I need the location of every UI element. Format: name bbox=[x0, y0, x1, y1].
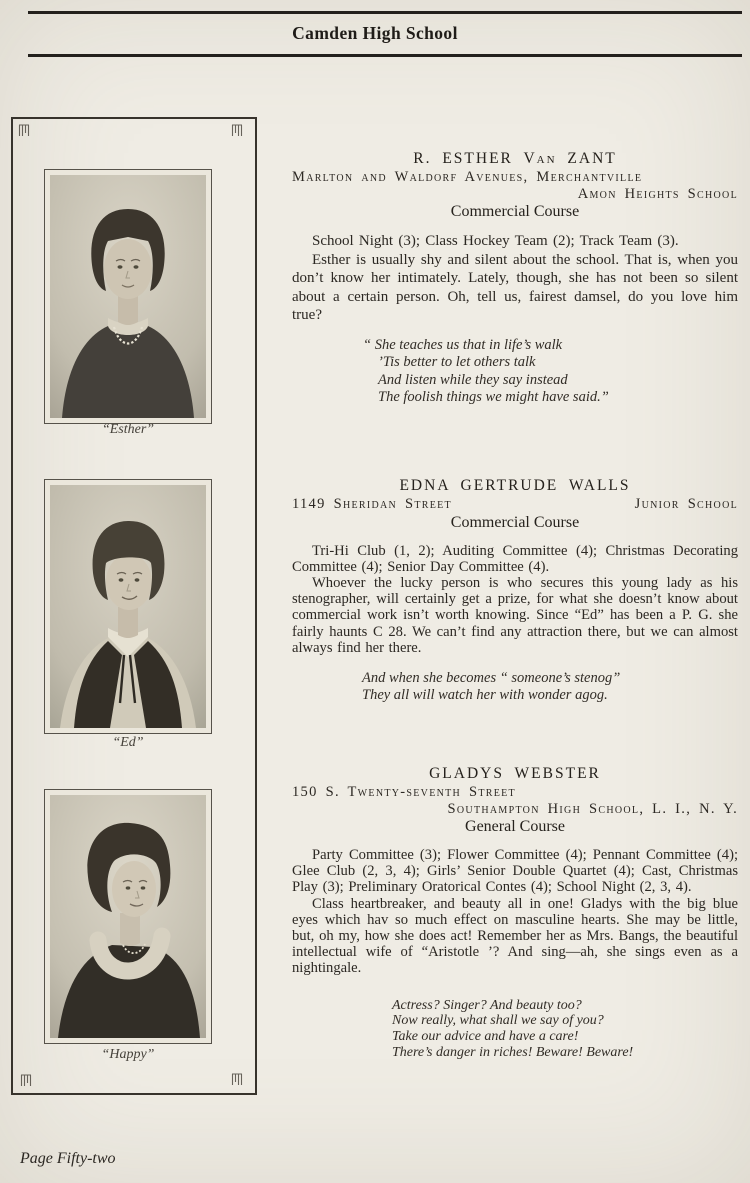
page-number: Page Fifty-two bbox=[20, 1150, 116, 1167]
corner-ornament-icon bbox=[231, 123, 243, 137]
corner-ornament-icon bbox=[231, 1072, 243, 1086]
verse bbox=[362, 670, 738, 704]
student-school: Junior School bbox=[634, 496, 738, 512]
student-address: Marlton and Waldorf Avenues, Merchantville bbox=[292, 169, 643, 185]
description-text: Esther is usually shy and silent about the school. That is, when you don’t know her intimately. Lately, though, she has not been so silent about a certain person. Oh, tell us, fairest damsel, do you love him true? bbox=[292, 251, 738, 324]
course-label: Commercial Course bbox=[450, 513, 580, 531]
verse-line: ’Tis better to let others talk bbox=[378, 354, 536, 371]
verse-line: And listen while they say instead bbox=[378, 371, 568, 388]
verse bbox=[392, 998, 738, 1061]
student-entry-van-zant bbox=[292, 150, 738, 407]
verse-line: Actress? Singer? And beauty too? bbox=[392, 997, 582, 1013]
student-entry-webster bbox=[292, 765, 738, 1061]
portrait-photo-happy bbox=[44, 789, 212, 1044]
verse-line: The foolish things we might have said.” bbox=[378, 389, 609, 406]
student-name: GLADYS WEBSTER bbox=[429, 765, 601, 782]
activities-text: Tri-Hi Club (1, 2); Auditing Committee (4); Christmas Decorating Committee (4); Senior Day Committee (4). bbox=[292, 542, 738, 575]
portrait-photo-esther bbox=[44, 169, 212, 424]
student-entry-walls bbox=[292, 477, 738, 704]
description-text: Whoever the lucky person is who secures this young lady as his stenographer, will certainly get a prize, for what she doesn’t know about commercial work isn’t worth knowing. Since “Ed” has been a P. G. she fairly haunts C 28. We can’t find any attraction there, but we can almost always find her there. bbox=[292, 574, 738, 656]
course-label: Commercial Course bbox=[450, 203, 580, 220]
course-label: General Course bbox=[465, 818, 565, 835]
photo-caption: “Happy” bbox=[101, 1047, 155, 1062]
verse-line: Take our advice and have a care! bbox=[392, 1029, 579, 1045]
verse-line: They all will watch her with wonder agog. bbox=[362, 686, 608, 703]
corner-ornament-icon bbox=[18, 123, 30, 137]
student-address: 1149 Sheridan Street bbox=[292, 496, 452, 512]
photo-caption: “Ed” bbox=[112, 735, 144, 750]
student-name: EDNA GERTRUDE WALLS bbox=[399, 477, 631, 494]
verse bbox=[363, 336, 738, 407]
student-address: 150 S. Twenty-seventh Street bbox=[292, 784, 516, 800]
header-rule-bottom bbox=[28, 54, 742, 57]
verse-line: Now really, what shall we say of you? bbox=[392, 1013, 604, 1029]
photo-caption: “Esther” bbox=[101, 422, 155, 437]
activities-text: Party Committee (3); Flower Committee (4); Pennant Committee (4); Glee Club (2, 3, 4); Girls’ Senior Double Quartet (4); Cast, Christmas Play (3); Preliminary Oratorical Contes (4); School Night (2, 3, 4). bbox=[292, 847, 738, 896]
photo-frame bbox=[11, 117, 257, 1095]
portrait-photo-ed bbox=[44, 479, 212, 734]
corner-ornament-icon bbox=[20, 1073, 32, 1087]
page-title: Camden High School bbox=[292, 23, 458, 43]
verse-line: There’s danger in riches! Beware! Beware! bbox=[392, 1045, 634, 1061]
address-school-row bbox=[292, 496, 738, 513]
activities-text: School Night (3); Class Hockey Team (2); Track Team (3). bbox=[312, 233, 679, 249]
header-rule-top bbox=[28, 11, 742, 14]
student-name: R. ESTHER Van ZANT bbox=[413, 150, 617, 167]
description-text: Class heartbreaker, and beauty all in one! Gladys with the big blue eyes which hav so much effect on masculine hearts. She may be little, but, oh my, how she does act! Remember her as Mrs. Bangs, the beautiful intellectual wife of “Aristotle ’? And sing—ah, she sings even as a nightingale. bbox=[292, 895, 738, 977]
verse-line: “ She teaches us that in life’s walk bbox=[363, 336, 563, 353]
student-school: Southampton High School, L. I., N. Y. bbox=[447, 800, 738, 817]
verse-line: And when she becomes “ someone’s stenog” bbox=[362, 669, 621, 686]
student-school: Amon Heights School bbox=[577, 185, 738, 202]
